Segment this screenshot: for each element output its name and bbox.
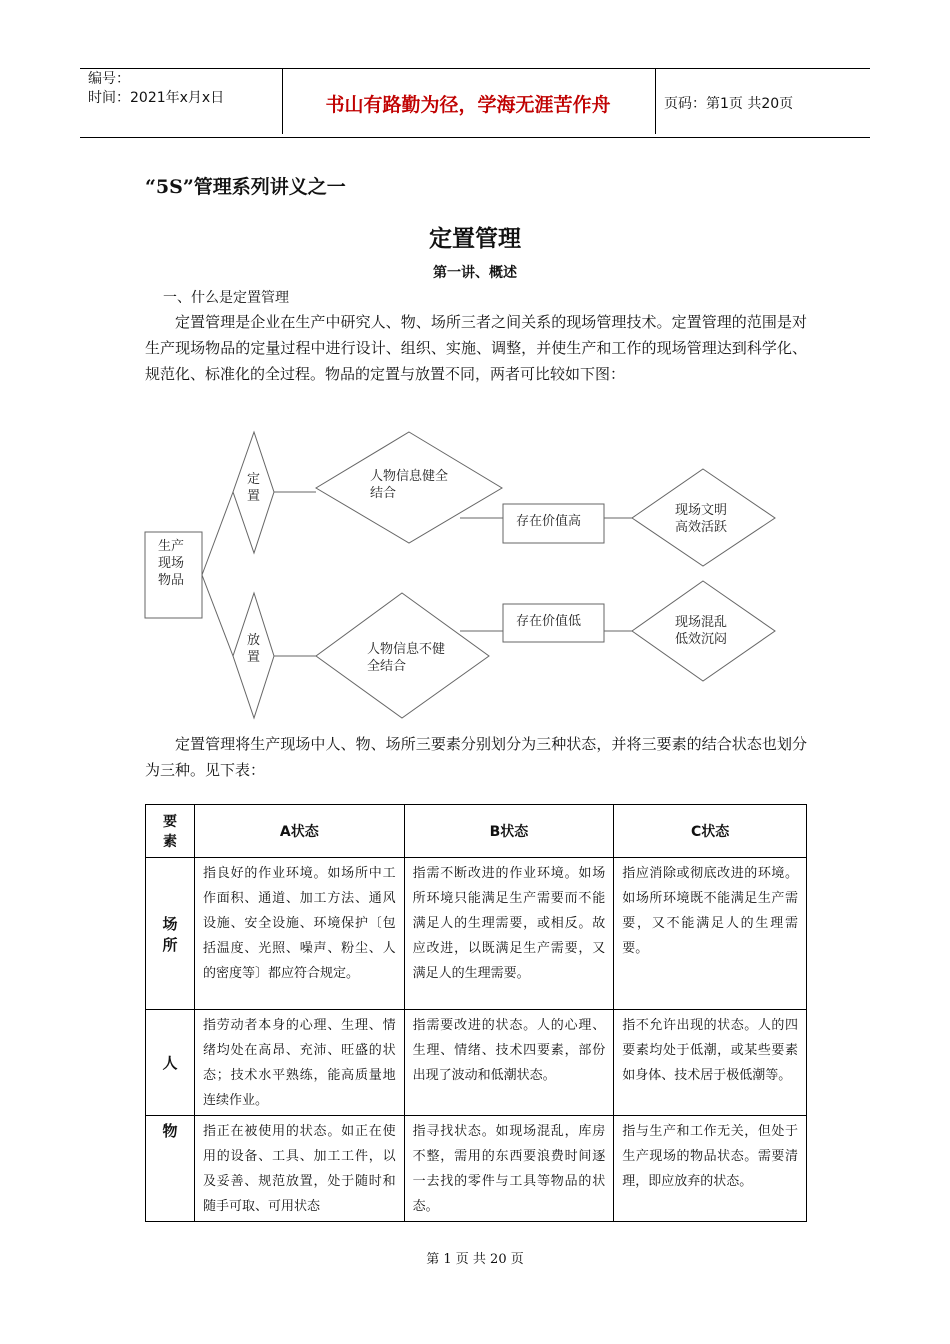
value-low-label: 存在价值低 <box>516 614 582 629</box>
page-code: 页码：第1页 共20页 <box>664 96 794 112</box>
cell-c: 指不允许出现的状态。人的四要素均处于低潮，或某些要素如身体、技术居于极低潮等。 <box>614 1010 807 1116</box>
connector-line <box>202 492 233 575</box>
result-good-label: 现场文明高效活跃 <box>675 503 728 535</box>
section-heading: 一、什么是定置管理 <box>163 290 289 306</box>
paragraph-intro: 定置管理是企业在生产中研究人、物、场所三者之间关系的现场管理技术。定置管理的范围是对生产现场物品的定量过程中进行设计、组织、实施、调整，并使生产和工作的现场管理达到科学化、规范化、标准化的全过程。物品的定置与放置不同，两者可比较如下图： <box>145 313 807 383</box>
table-row <box>146 1010 807 1116</box>
table-header-row <box>146 805 807 858</box>
header-meta <box>88 70 224 108</box>
table-row <box>146 1116 807 1222</box>
header-c: C状态 <box>614 805 807 858</box>
time-label: 时间：2021年x月x日 <box>88 90 225 106</box>
row-element: 场所 <box>146 858 195 1010</box>
placed-label: 放置 <box>247 633 261 665</box>
series-title: “5S”管理系列讲义之一 <box>145 176 346 198</box>
table-row <box>146 858 807 1010</box>
fixed-label: 定置 <box>247 472 261 504</box>
fixed-combo-label: 人物信息健全结合 <box>370 469 449 501</box>
row-element: 物 <box>146 1116 195 1222</box>
cell-a: 指良好的作业环境。如场所中工作面积、通道、加工方法、通风设施、安全设施、环境保护〔包括温度、光照、噪声、粉尘、人的密度等〕都应符合规定。 <box>194 858 404 1010</box>
page-footer: 第 1 页 共 20 页 <box>426 1252 524 1267</box>
cell-b: 指需要改进的状态。人的心理、生理、情绪、技术四要素，部份出现了波动和低潮状态。 <box>404 1010 614 1116</box>
cell-b: 指寻找状态。如现场混乱，库房不整，需用的东西要浪费时间逐一去找的零件与工具等物品的状态。 <box>404 1116 614 1222</box>
motto: 书山有路勤为径，学海无涯苦作舟 <box>325 94 611 116</box>
row-element: 人 <box>146 1010 195 1116</box>
header-b: B状态 <box>404 805 614 858</box>
cell-a: 指正在被使用的状态。如正在使用的设备、工具、加工工件，以及妥善、规范放置，处于随时和随手可取、可用状态 <box>194 1116 404 1222</box>
connector-line <box>202 575 233 656</box>
number-label: 编号： <box>88 71 130 87</box>
cell-c: 指应消除或彻底改进的环境。如场所环境既不能满足生产需要，又不能满足人的生理需要。 <box>614 858 807 1010</box>
header-a: A状态 <box>194 805 404 858</box>
value-high-label: 存在价值高 <box>516 514 582 529</box>
source-label: 生产现场物品 <box>158 539 185 588</box>
paragraph-table-intro: 定置管理将生产现场中人、物、场所三要素分别划分为三种状态，并将三要素的结合状态也划分为三种。见下表： <box>145 735 807 779</box>
header-element: 要素 <box>146 805 195 858</box>
placed-combo-label: 人物信息不健全结合 <box>367 642 446 674</box>
cell-c: 指与生产和工作无关，但处于生产现场的物品状态。需要清理，即应放弃的状态。 <box>614 1116 807 1222</box>
main-title: 定置管理 <box>429 226 521 252</box>
status-table <box>145 804 807 1222</box>
cell-b: 指需不断改进的作业环境。如场所环境只能满足生产需要而不能满足人的生理需要，或相反。故应改进，以既满足生产需要，又满足人的生理需要。 <box>404 858 614 1010</box>
lecture-title: 第一讲、概述 <box>433 265 517 281</box>
cell-a: 指劳动者本身的心理、生理、情绪均处在高昂、充沛、旺盛的状态；技术水平熟练，能高质量地连续作业。 <box>194 1010 404 1116</box>
result-bad-label: 现场混乱低效沉闷 <box>675 615 728 647</box>
